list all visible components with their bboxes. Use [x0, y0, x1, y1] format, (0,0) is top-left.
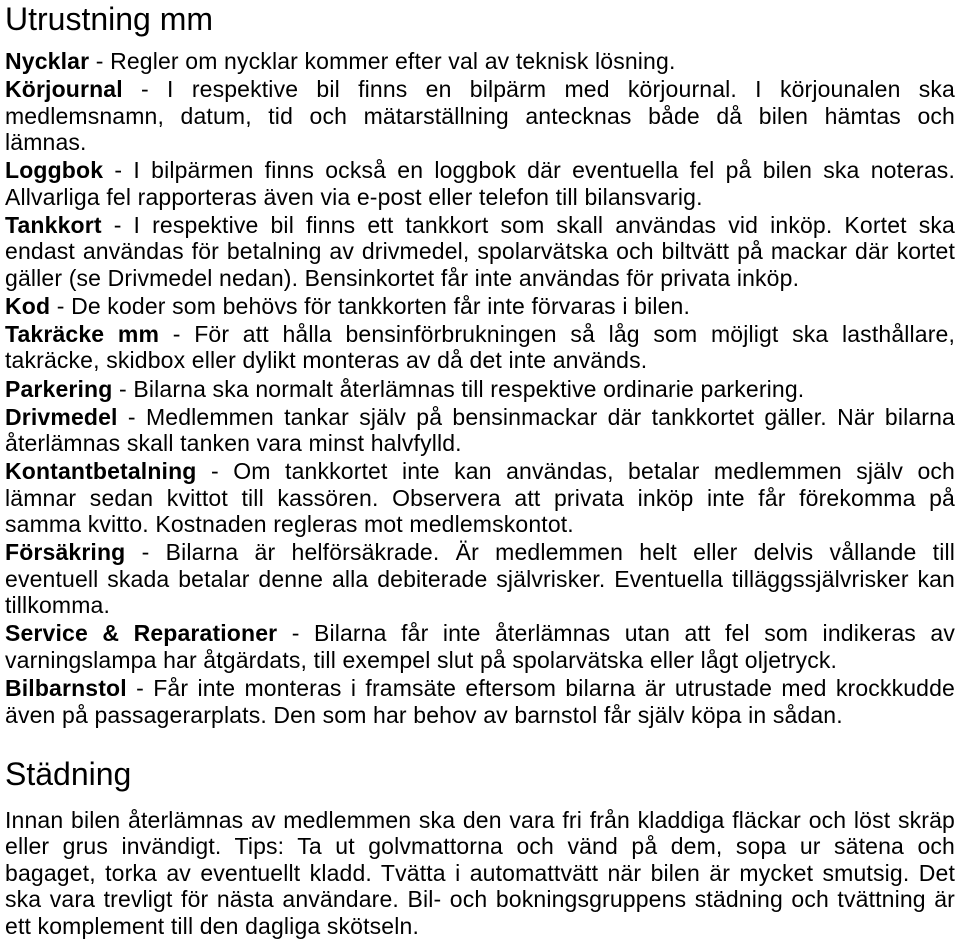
item-takracke — [5, 321, 955, 374]
text-line: samma kvitto. Kostnaden regleras mot medlemskontot. — [5, 511, 574, 538]
item-forsakring — [5, 539, 955, 619]
item-text: - I bilpärmen finns också en loggbok där eventuella fel på bilen ska noteras. — [114, 157, 955, 184]
item-text: - Bilarna ska normalt återlämnas till respektive ordinarie parkering. — [119, 375, 805, 402]
section-stadning — [5, 755, 955, 940]
text-line: bagaget, torka av eventuellt kladd. Tvätta i automattvätt när bilen är mycket smutsig. Det — [5, 859, 955, 886]
item-label: Takräcke mm — [5, 320, 160, 347]
item-drivmedel — [5, 404, 955, 457]
text-line: eventuell skada betalar denne alla debiterade självrisker. Eventuella tilläggssjälvrisker kan — [5, 565, 955, 592]
item-text: - Får inte monteras i framsäte eftersom bilarna är utrustade med krockkudde — [136, 675, 955, 702]
text-line: lämnas. — [5, 129, 87, 156]
item-tankkort — [5, 212, 955, 292]
item-korjournal — [5, 76, 955, 156]
text-line: takräcke, skidbox eller dylikt monteras av då det inte används. — [5, 347, 648, 374]
text-line — [5, 293, 955, 320]
text-line — [5, 404, 955, 431]
text-line — [5, 675, 955, 702]
item-kod — [5, 293, 955, 320]
item-text: - I respektive bil finns ett tankkort som skall användas vid inköp. Kortet ska — [113, 211, 955, 238]
text-line: återlämnas skall tanken vara minst halvfylld. — [5, 430, 462, 457]
text-line: eller grus invändigt. Tips: Ta ut golvmattorna och vänd på dem, sopa ur sätena och — [5, 833, 955, 860]
item-text: - Regler om nycklar kommer efter val av teknisk lösning. — [95, 48, 676, 74]
item-text: - De koder som behövs för tankkorten får inte förvaras i bilen. — [56, 292, 691, 319]
item-text: - För att hålla bensinförbrukningen så låg som möjligt ska lasthållare, — [172, 320, 956, 347]
text-line — [5, 157, 955, 184]
item-nycklar — [5, 48, 955, 75]
text-line — [5, 620, 955, 647]
text-line: endast användas för betalning av drivmedel, spolarvätska och biltvätt på mackar där kortet — [5, 238, 955, 265]
text-line — [5, 48, 955, 75]
section-utrustning — [5, 0, 955, 728]
item-label: Service & Reparationer — [5, 620, 278, 647]
item-kontantbetalning — [5, 458, 955, 538]
text-line — [5, 376, 955, 403]
text-line — [5, 539, 955, 566]
item-text: - I respektive bil finns en bilpärm med körjournal. I körjounalen ska — [141, 76, 955, 103]
text-line: tillkomma. — [5, 592, 111, 619]
text-line: gäller (se Drivmedel nedan). Bensinkortet får inte användas för privata inköp. — [5, 264, 800, 291]
item-text: - Om tankkortet inte kan användas, betalar medlemmen själv och — [210, 458, 955, 485]
item-loggbok — [5, 157, 955, 210]
item-label: Tankkort — [5, 211, 102, 238]
item-text: - Bilarna är helförsäkrade. Är medlemmen helt eller delvis vållande till — [141, 539, 955, 566]
text-line: varningslampa har åtgärdats, till exempel slut på spolarvätska eller lågt oljetryck. — [5, 646, 838, 673]
text-line: lämnar sedan kvittot till kassören. Observera att privata inköp inte får förekomma på — [5, 484, 955, 511]
item-text: - Bilarna får inte återlämnas utan att fel som indikeras av — [291, 620, 955, 647]
item-label: Bilbarnstol — [5, 675, 127, 702]
text-line: Innan bilen återlämnas av medlemmen ska den vara fri från kladdiga fläckar och löst skräp — [5, 806, 955, 833]
section-heading: Städning — [5, 755, 132, 792]
text-line: medlemsnamn, datum, tid och mätarställning antecknas både då bilen hämtas och — [5, 102, 955, 129]
item-service-reparationer — [5, 620, 955, 673]
text-line: ska vara trevligt för nästa användare. Bil- och bokningsgruppens städning och tvättning är — [5, 886, 955, 913]
section-heading: Utrustning mm — [5, 1, 214, 37]
item-bilbarnstol — [5, 675, 955, 728]
stadning-paragraph — [5, 807, 955, 940]
item-label: Körjournal — [5, 76, 123, 103]
text-line — [5, 76, 955, 103]
item-label: Loggbok — [5, 157, 104, 184]
item-parkering — [5, 376, 955, 403]
item-label: Nycklar — [5, 48, 90, 74]
text-line — [5, 212, 955, 239]
text-line: Allvarliga fel rapporteras även via e-post eller telefon till bilansvarig. — [5, 183, 703, 210]
text-line: även på passagerarplats. Den som har behov av barnstol får själv köpa in sådan. — [5, 701, 843, 728]
text-line — [5, 458, 955, 485]
item-text: - Medlemmen tankar själv på bensinmackar där tankkortet gäller. När bilarna — [127, 403, 955, 430]
item-label: Kontantbetalning — [5, 458, 197, 485]
text-line: ett komplement till den dagliga skötseln. — [5, 912, 419, 939]
item-label: Försäkring — [5, 539, 126, 566]
item-label: Drivmedel — [5, 403, 118, 430]
text-line — [5, 321, 955, 348]
item-label: Kod — [5, 292, 51, 319]
item-label: Parkering — [5, 375, 113, 402]
